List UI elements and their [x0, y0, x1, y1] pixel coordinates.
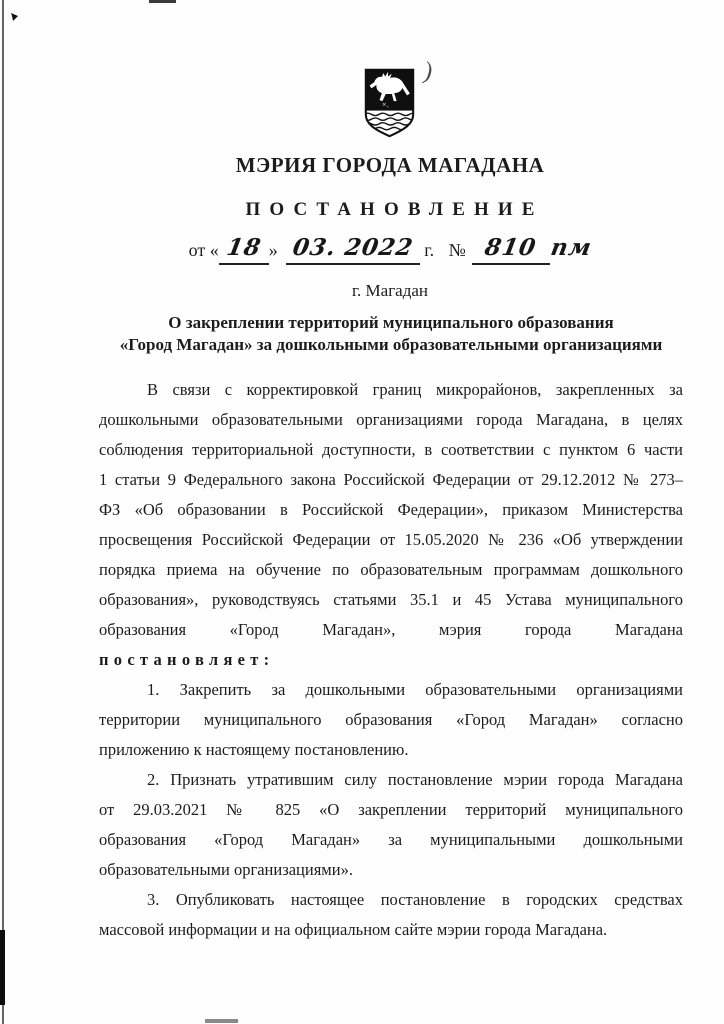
text-line: 1 статьи 9 Федерального закона Российской Федерации от 29.12.2012 № 273– [99, 470, 683, 489]
scan-mark-bottom [205, 1019, 238, 1023]
handwritten-month-year: 03. 2022 [290, 234, 416, 261]
date-and-number-line [56, 232, 724, 267]
city-line: г. Магадан [351, 281, 429, 300]
text-line: порядка приема на обучение по образовательным программам дошкольного [99, 560, 683, 579]
text-line: от 29.03.2021 № 825 «О закреплении территорий муниципального [99, 800, 683, 819]
text-line: 2. Признать утратившим силу постановление мэрии города Магадана [147, 770, 683, 789]
svg-text:ₓ: ₓ [386, 104, 389, 110]
paragraph-item-1 [99, 675, 683, 765]
date-close-quote: » [268, 240, 278, 260]
magadan-coat-of-arms-icon [362, 67, 417, 139]
text-line: дошкольными образовательными организациями города Магадана, в целях [99, 410, 683, 429]
document-type-heading: ПОСТАНОВЛЕНИЕ [245, 199, 544, 220]
text-line: образовательными организациями». [99, 860, 353, 879]
document-body [99, 375, 683, 945]
text-line: территории муниципального образования «Город Магадан» согласно [99, 710, 683, 729]
number-blank [472, 236, 550, 265]
handwritten-number-suffix: пм [548, 234, 594, 261]
paragraph-intro [99, 375, 683, 675]
scan-mark-top [149, 0, 176, 3]
text-line: образования «Город Магадан» за муниципальными дошкольными [99, 830, 683, 849]
title-line: О закреплении территорий муниципального образования [168, 313, 614, 332]
svg-text:×: × [381, 101, 387, 108]
scan-edge-bar [0, 930, 5, 1005]
text-line: 1. Закрепить за дошкольными образовательными организациями [147, 680, 683, 699]
text-line: приложению к настоящему постановлению. [99, 740, 409, 759]
text-line: ФЗ «Об образовании в Российской Федерации», приказом Министерства [99, 500, 683, 519]
date-monthyear-blank [286, 236, 420, 265]
paragraph-item-2 [99, 765, 683, 885]
title-line: «Город Магадан» за дошкольными образовательными организациями [119, 335, 663, 354]
text-line: массовой информации и на официальном сайте мэрии города Магадана. [99, 920, 608, 939]
date-year-suffix: г. [424, 240, 435, 260]
handwritten-day: 18 [224, 234, 264, 261]
scan-artifact-paren: ) [420, 57, 436, 86]
number-sign: № [448, 240, 466, 260]
scan-speck [10, 9, 19, 19]
text-line: образования», руководствуясь статьями 35.1 и 45 Устава муниципального [99, 590, 683, 609]
document-title [99, 312, 683, 356]
date-day-blank [219, 236, 269, 265]
text-line: В связи с корректировкой границ микрорайонов, закрепленных за [147, 380, 683, 399]
text-line: 3. Опубликовать настоящее постановление в городских средствах [147, 890, 683, 909]
text-line: просвещения Российской Федерации от 15.05.2020 № 236 «Об утверждении [99, 530, 683, 549]
scan-edge-line [2, 0, 4, 1024]
paragraph-item-3 [99, 885, 683, 945]
text-line: образования «Город Магадан», мэрия города Магадана [99, 620, 683, 639]
date-prefix: от « [188, 240, 219, 260]
text-line: постановляет: [99, 650, 275, 669]
text-line: соблюдения территориальной доступности, в соответствии с пунктом 6 части [99, 440, 683, 459]
handwritten-number: 810 [483, 234, 539, 261]
organization-name: МЭРИЯ ГОРОДА МАГАДАНА [235, 153, 545, 177]
